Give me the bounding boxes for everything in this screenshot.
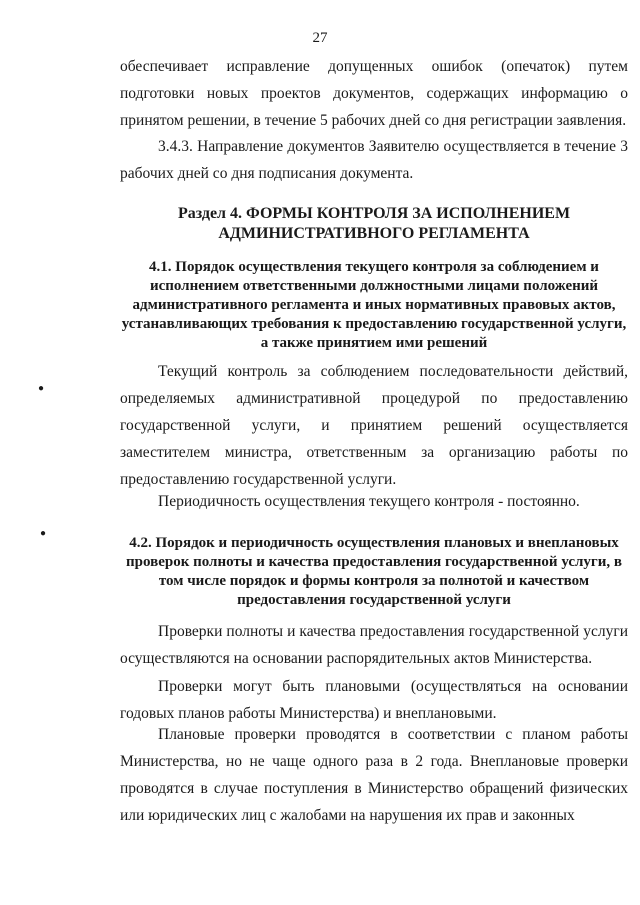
paragraph-4-1-b <box>120 488 628 515</box>
paragraph-4-2-b <box>120 673 628 727</box>
paragraph-text: 3.4.3. Направление документов Заявителю осуществляется в течение 3 рабочих дней со дня подписания документа. <box>120 138 628 182</box>
paragraph-text: Текущий контроль за соблюдением последовательности действий, определяемых административной процедурой по предоставлению государственной услуги, и принятием решений осуществляется заместителем министра, ответственным за организацию работы по предоставлению государственной услуги. <box>120 363 628 488</box>
page-number: 27 <box>312 30 328 46</box>
paragraph-3-4-3 <box>120 133 628 187</box>
paragraph-4-2-c <box>120 721 628 829</box>
heading-4-1 <box>120 258 628 353</box>
paragraph-continued <box>120 53 628 134</box>
heading-4-2 <box>120 534 628 610</box>
section-4-title <box>120 204 628 244</box>
paragraph-text: Плановые проверки проводятся в соответствии с планом работы Министерства, но не чаще одного раза в 2 года. Внеплановые проверки проводятся в случае поступления в Министерство обращений физических или юридических лиц с жалобами на нарушения их прав и законных <box>120 726 628 824</box>
paragraph-text: Проверки полноты и качества предоставления государственной услуги осуществляются на основании распорядительных актов Министерства. <box>120 623 628 667</box>
paragraph-text: Периодичность осуществления текущего контроля - постоянно. <box>158 493 580 510</box>
scan-speck: ● <box>40 528 47 539</box>
section-title-line: АДМИНИСТРАТИВНОГО РЕГЛАМЕНТА <box>218 225 530 242</box>
paragraph-text: Проверки могут быть плановыми (осуществляться на основании годовых планов работы Министерства) и внеплановыми. <box>120 678 628 722</box>
section-title-line: Раздел 4. ФОРМЫ КОНТРОЛЯ ЗА ИСПОЛНЕНИЕМ <box>177 205 571 222</box>
subsection-heading: 4.1. Порядок осуществления текущего контроля за соблюдением и исполнением ответственными должностными лицами положений административного регламента и иных нормативных правовых актов, устанавливающих требования к предоставлению государственной услуги, а также принятием ими решений <box>121 259 627 351</box>
paragraph-4-2-a <box>120 618 628 672</box>
scan-speck: ● <box>38 383 45 394</box>
paragraph-text: обеспечивает исправление допущенных ошибок (опечаток) путем подготовки новых проектов документов, содержащих информацию о принятом решении, в течение 5 рабочих дней со дня регистрации заявления. <box>120 58 628 129</box>
paragraph-4-1-a <box>120 358 628 493</box>
subsection-heading: 4.2. Порядок и периодичность осуществления плановых и внеплановых проверок полноты и качества предоставления государственной услуги, в том числе порядок и формы контроля за полнотой и качеством предоставления государственной услуги <box>125 535 622 608</box>
